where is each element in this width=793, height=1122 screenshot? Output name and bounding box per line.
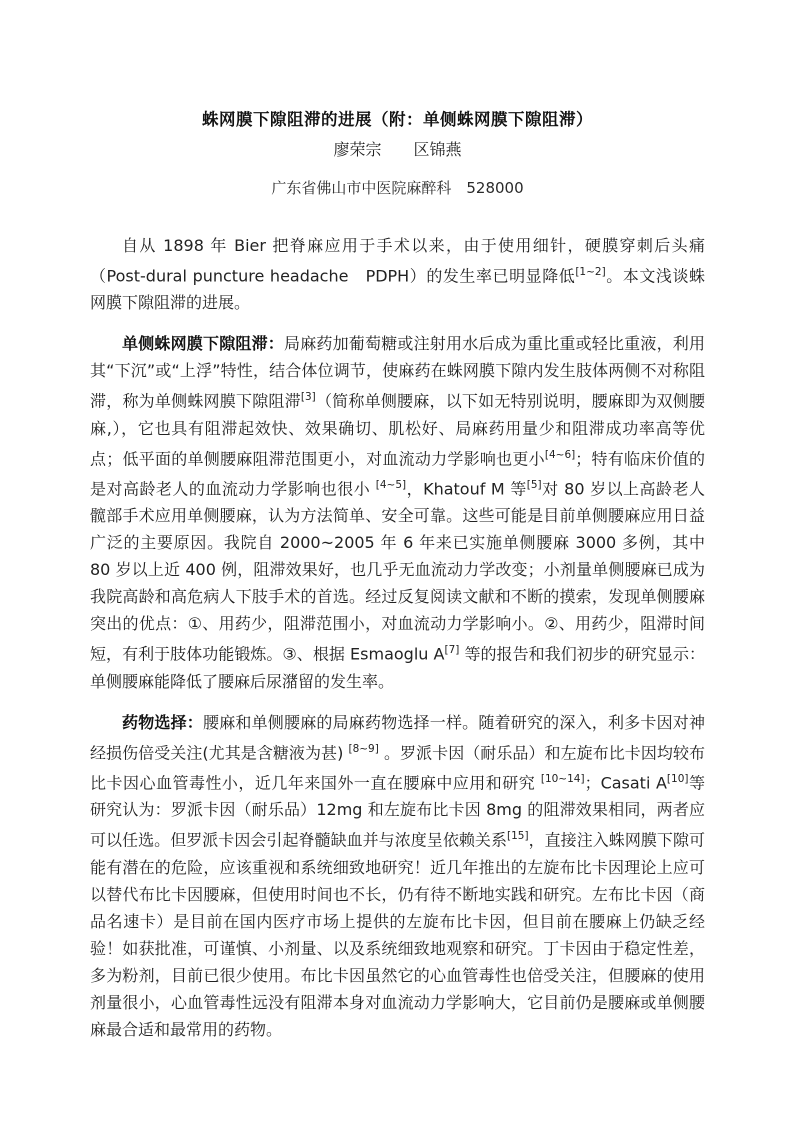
- document-body: [90, 232, 705, 1043]
- affiliation-line: 广东省佛山市中医院麻醉科 528000: [271, 179, 524, 197]
- document-title: 蛛网膜下隙阻滞的进展（附：单侧蛛网膜下隙阻滞）: [202, 110, 593, 129]
- paragraph-intro: 自从 1898 年 Bier 把脊麻应用于手术以来，由于使用细针，硬膜穿刺后头痛（Post-dural puncture headache PDPH）的发生率已明显降低[1~2]。本文浅谈蛛网膜下隙阻滞的进展。: [90, 236, 705, 313]
- paragraph-unilateral-spinal-block: 单侧蛛网膜下隙阻滞：局麻药加葡萄糖或注射用水后成为重比重或轻比重液，利用其“下沉”或“上浮”特性，结合体位调节，使麻药在蛛网膜下隙内发生肢体两侧不对称阻滞，称为单侧蛛网膜下隙阻滞[3]（简称单侧腰麻，以下如无特别说明，腰麻即为双侧腰麻,），它也具有阻滞起效快、效果确切、肌松好、局麻药用量少和阻滞成功率高等优点；低平面的单侧腰麻阻滞范围更小，对血流动力学影响也更小[4~6]；特有临床价值的是对高龄老人的血流动力学影响也很小 [4~5]，Khatouf M 等[5]对 80 岁以上高龄老人髋部手术应用单侧腰麻，认为方法简单、安全可靠。这些可能是目前单侧腰麻应用日益广泛的主要原因。我院自 2000~2005 年 6 年来已实施单侧腰麻 3000 多例，其中 80 岁以上近 400 例，阻滞效果好，也几乎无血流动力学改变；小剂量单侧腰麻已成为我院高龄和高危病人下肢手术的首选。经过反复阅读文献和不断的摸索，发现单侧腰麻突出的优点：①、用药少，阻滞范围小，对血流动力学影响小。②、用药少，阻滞时间短，有利于肢体功能锻炼。③、根据 Esmaoglu A[7] 等的报告和我们初步的研究显示：单侧腰麻能降低了腰麻后尿潴留的发生率。: [90, 334, 705, 691]
- paragraph-drug-selection: 药物选择：腰麻和单侧腰麻的局麻药物选择一样。随着研究的深入，利多卡因对神经损伤倍受关注(尤其是含糖液为甚) [8~9] 。罗派卡因（耐乐品）和左旋布比卡因均较布比卡因心血管毒性小，近几年来国外一直在腰麻中应用和研究 [10~14]；Casati A[10]等研究认为：罗派卡因（耐乐品）12mg 和左旋布比卡因 8mg 的阻滞效果相同，两者应可以任选。但罗派卡因会引起脊髓缺血并与浓度呈依赖关系[15]，直接注入蛛网膜下隙可能有潜在的危险，应该重视和系统细致地研究！近几年推出的左旋布比卡因理论上应可以替代布比卡因腰麻，但使用时间也不长，仍有待不断地实践和研究。左布比卡因（商品名速卡）是目前在国内医疗市场上提供的左旋布比卡因，但目前在腰麻上仍缺乏经验！如获批准，可谨慎、小剂量、以及系统细致地观察和研究。丁卡因由于稳定性差，多为粉剂，目前已很少使用。布比卡因虽然它的心血管毒性也倍受关注，但腰麻的使用剂量很小，心血管毒性远没有阻滞本身对血流动力学影响大，它目前仍是腰麻或单侧腰麻最合适和最常用的药物。: [90, 712, 705, 1039]
- authors-line: 廖荣宗 区锦燕: [333, 140, 462, 159]
